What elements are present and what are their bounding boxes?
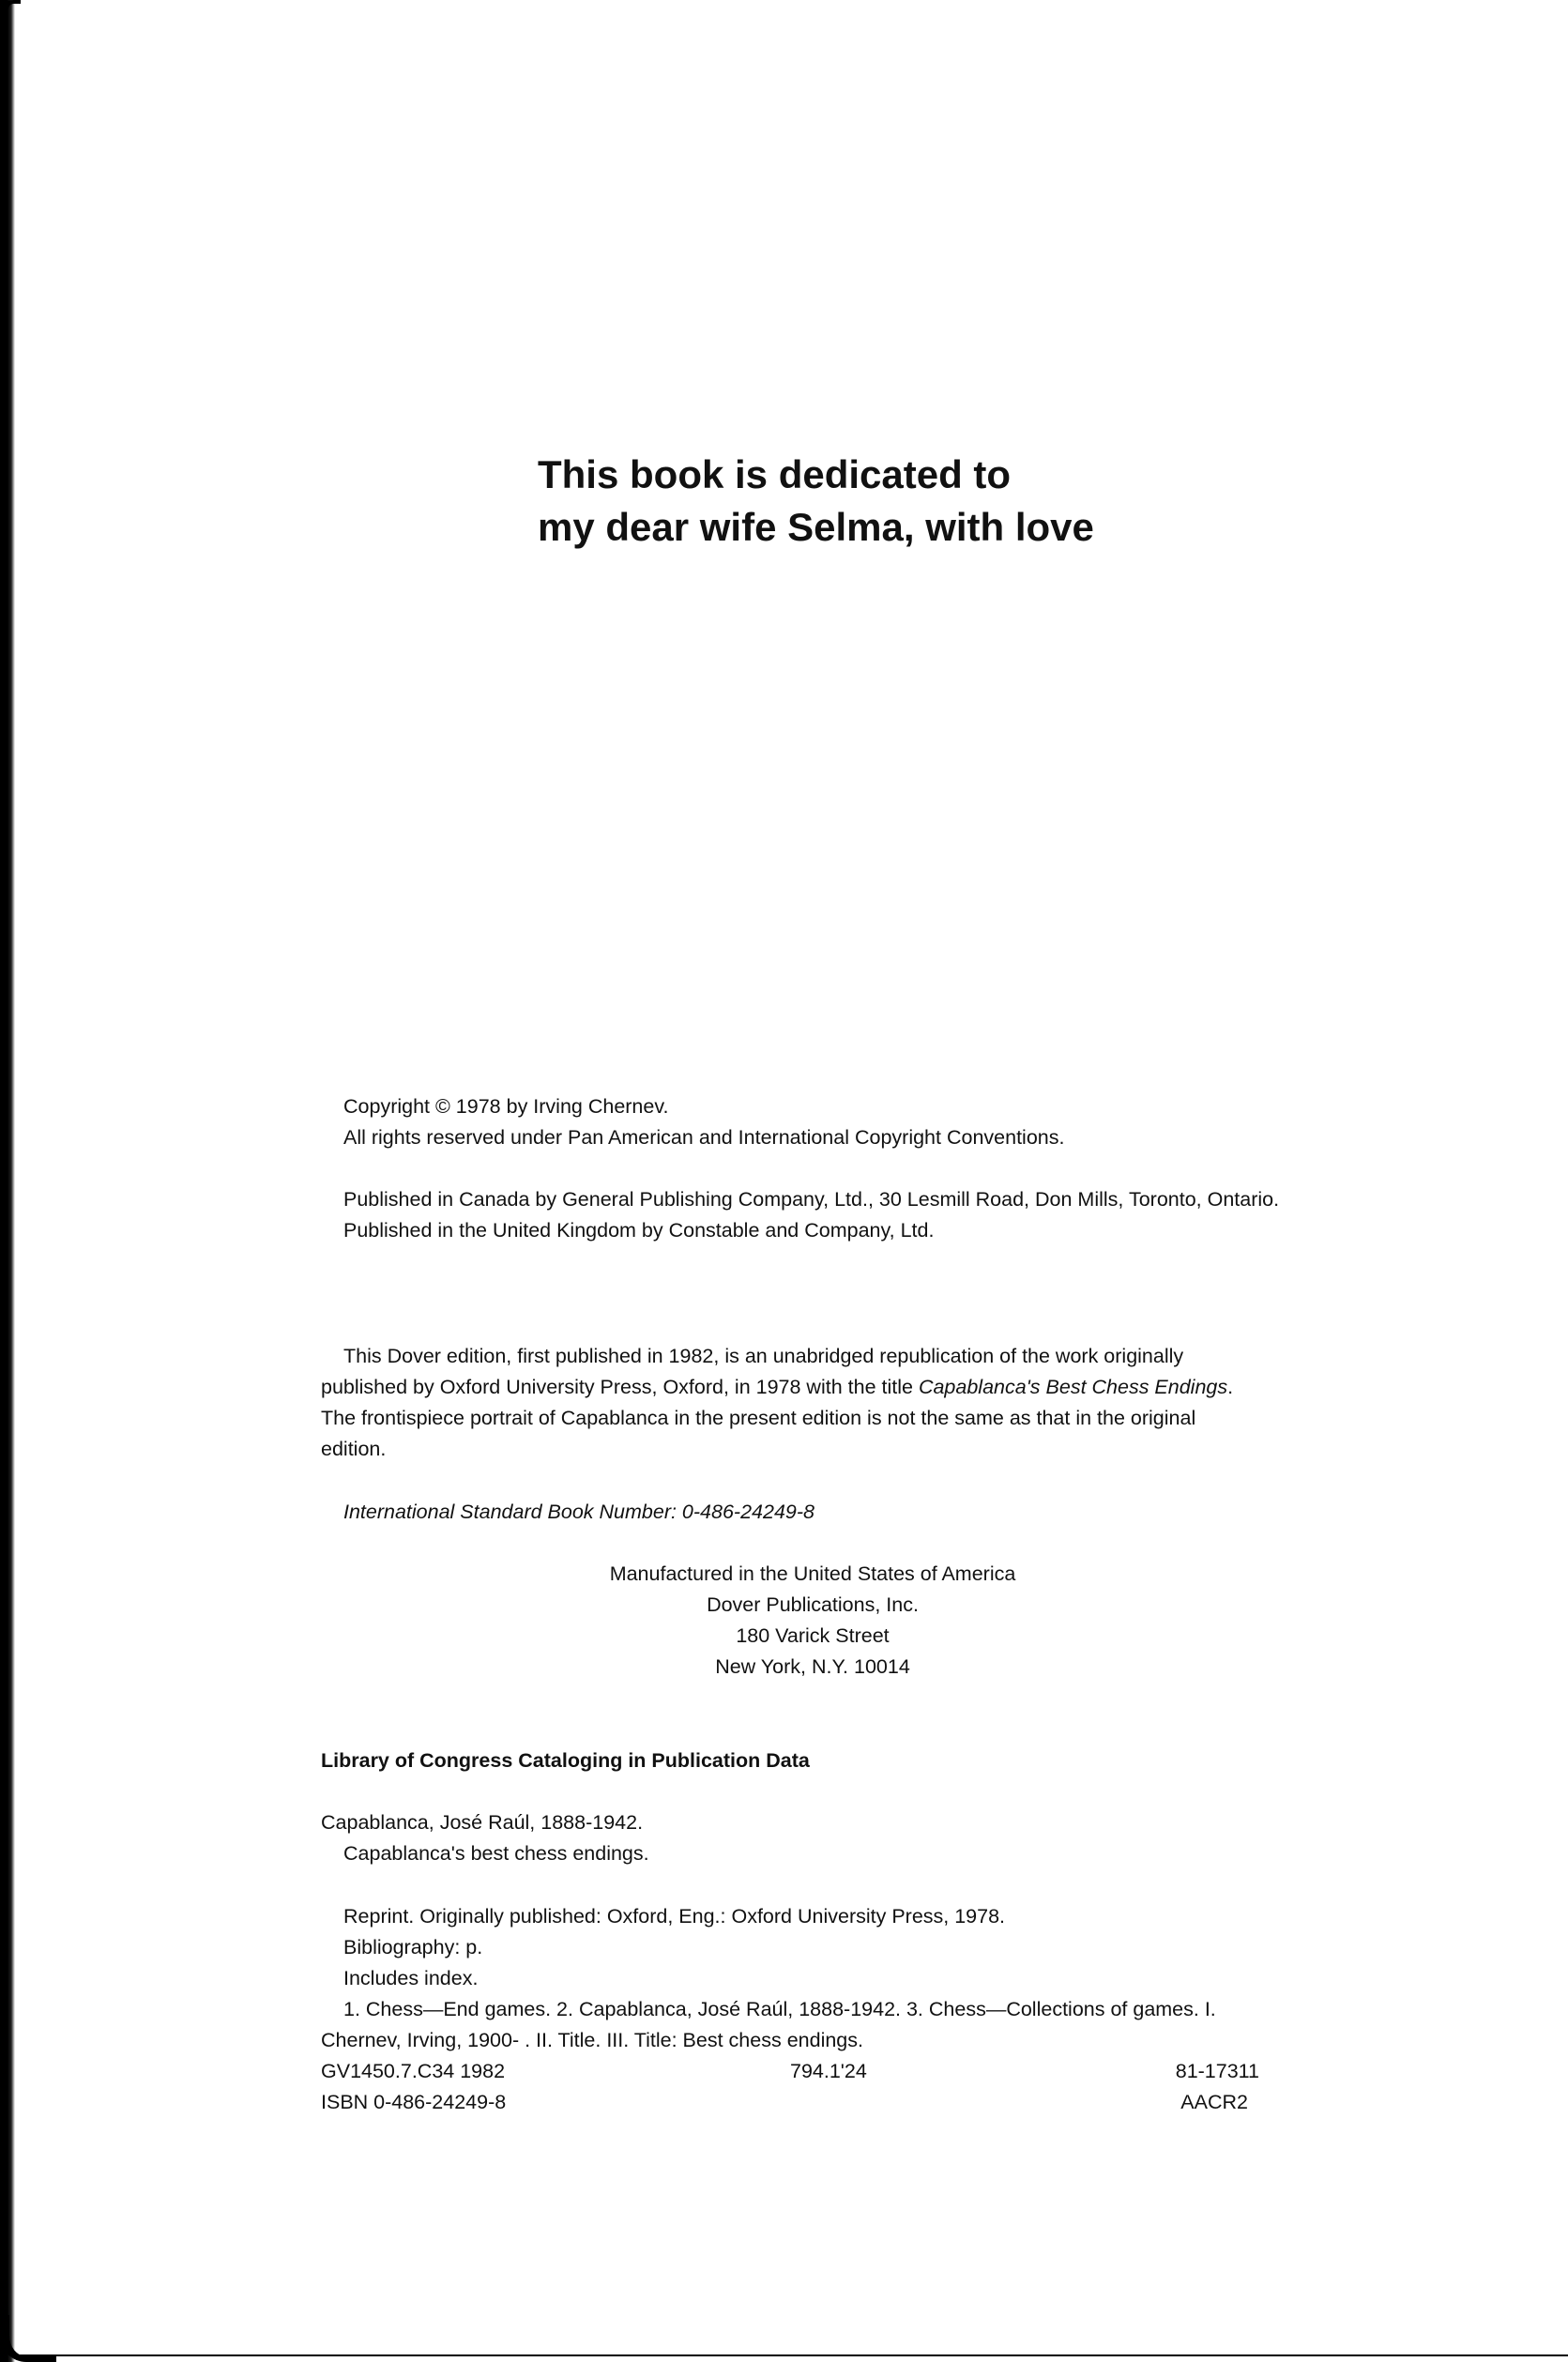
manufactured-line: Manufactured in the United States of America xyxy=(609,1562,1016,1585)
publication-info xyxy=(343,1184,1282,1246)
isbn-statement: International Standard Book Number: 0-486-24249-8 xyxy=(343,1501,814,1523)
street-address: 180 Varick Street xyxy=(736,1624,890,1647)
copyright-line: Copyright © 1978 by Irving Chernev. xyxy=(343,1095,669,1118)
dover-text-end: . The frontispiece portrait of Capablanca in the present edition is not the same as that in the original edition. xyxy=(321,1376,1234,1460)
cataloging-isbn: ISBN 0-486-24249-8 xyxy=(321,2091,507,2113)
publisher-address xyxy=(343,1559,1282,1683)
cataloging-isbn-row xyxy=(321,2087,1259,2118)
published-uk: Published in the United Kingdom by Constable and Company, Ltd. xyxy=(343,1219,935,1242)
cataloging-index: Includes index. xyxy=(343,1967,479,1989)
city-address: New York, N.Y. 10014 xyxy=(715,1655,910,1678)
cataloging-entry xyxy=(321,1807,1259,1869)
original-title: Capablanca's Best Chess Endings xyxy=(918,1376,1228,1398)
cataloging-reprint: Reprint. Originally published: Oxford, Eng.: Oxford University Press, 1978. xyxy=(343,1905,1006,1928)
copyright-notice xyxy=(343,1091,1282,1153)
dedication-line-1: This book is dedicated to xyxy=(538,452,1012,496)
cataloging-bibliography: Bibliography: p. xyxy=(343,1936,483,1958)
cataloging-subjects: 1. Chess—End games. 2. Capablanca, José Raúl, 1888-1942. 3. Chess—Collections of games. I. Chernev, Irving, 1900- . II. Title. III. Title: Best chess endings. xyxy=(321,1998,1216,2051)
dedication-line-2: my dear wife Selma, with love xyxy=(538,505,1094,549)
dover-edition-note xyxy=(321,1341,1259,1465)
publisher-name: Dover Publications, Inc. xyxy=(707,1593,919,1616)
call-number: GV1450.7.C34 1982 xyxy=(321,2060,506,2082)
cataloging-heading: Library of Congress Cataloging in Publication Data xyxy=(321,1749,810,1772)
cataloging-author: Capablanca, José Raúl, 1888-1942. xyxy=(321,1811,644,1834)
published-canada: Published in Canada by General Publishing Company, Ltd., 30 Lesmill Road, Don Mills, Toronto, Ontario. xyxy=(343,1188,1280,1211)
dewey-number: 794.1'24 xyxy=(790,2060,867,2082)
cataloging-notes xyxy=(321,1901,1259,2118)
cataloging-book-title: Capablanca's best chess endings. xyxy=(343,1842,649,1865)
dedication xyxy=(538,449,1094,554)
spine-top-curve xyxy=(0,0,21,56)
dover-edition-paragraph xyxy=(321,1341,1259,1465)
lccn: 81-17311 xyxy=(1175,2060,1259,2082)
rights-reserved-line: All rights reserved under Pan American and International Copyright Conventions. xyxy=(343,1126,1065,1149)
page-bottom-edge xyxy=(9,2354,1568,2356)
dover-text-start: This Dover edition, first published in 1982, is an unabridged republication of the work originally published by Oxford University Press, Oxford, in 1978 with the title xyxy=(321,1345,1184,1398)
cataloging-numbers-row xyxy=(321,2056,1259,2087)
book-spine-shadow xyxy=(0,0,15,2362)
cataloging-rules: AACR2 xyxy=(1180,2091,1248,2113)
